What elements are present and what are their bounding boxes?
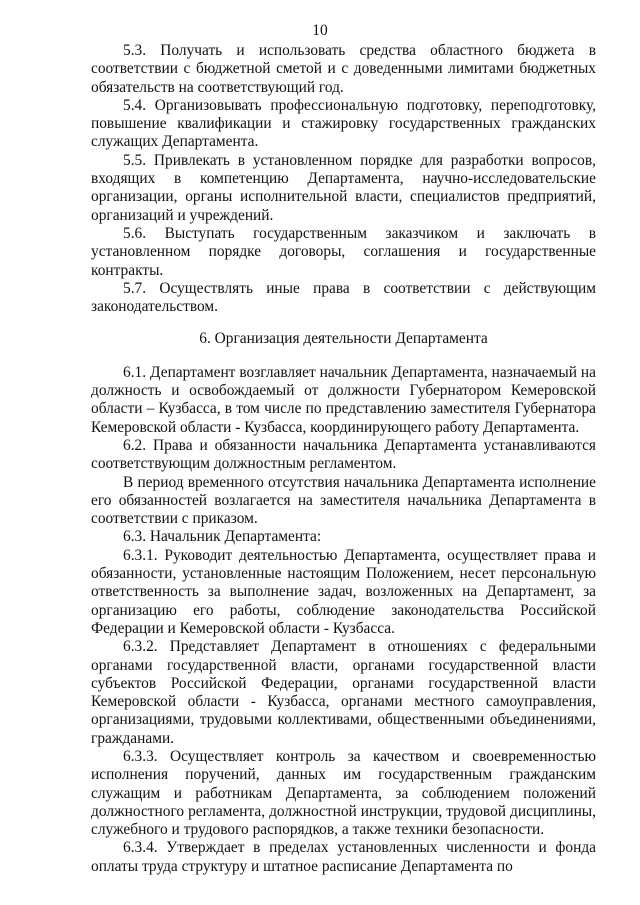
paragraph-6-3: 6.3. Начальник Департамента:	[123, 528, 322, 546]
paragraph-5-7: 5.7. Осуществлять иные права в соответствии с действующим законодательством.	[91, 279, 596, 316]
paragraph-6-3-3: 6.3.3. Осуществляет контроль за качеством и своевременностью исполнения поручений, данных им государственным гражданским служащим и работникам Департамента, за соблюдением положений должностного регламента, должностной инструкции, трудовой дисциплины, служебного и трудового распорядков, а также техники безопасности.	[91, 747, 596, 839]
paragraph-6-3-2: 6.3.2. Представляет Департамент в отношениях с федеральными органами государственной власти, органами государственной власти субъектов Российской Федерации, органами государственной власти Кемеровской области - Кузбасса, органами местного самоуправления, организациями, трудовыми коллективами, общественными объединениями, гражданами.	[91, 638, 596, 747]
paragraph-5-4: 5.4. Организовывать профессиональную подготовку, переподготовку, повышение квалификации и стажировку государственных гражданских служащих Департамента.	[91, 96, 596, 151]
paragraph-6-1: 6.1. Департамент возглавляет начальник Департамента, назначаемый на должность и освобождаемый от должности Губернатором Кемеровской области – Кузбасса, в том числе по представлению заместителя Губернатора Кемеровской области - Кузбасса, координирующего работу Департамента.	[91, 363, 596, 436]
paragraph-5-3: 5.3. Получать и использовать средства областного бюджета в соответствии с бюджетной сметой и с доведенными лимитами бюджетных обязательств на соответствующий год.	[91, 42, 596, 96]
paragraph-temporary-absence: В период временного отсутствия начальника Департамента исполнение его обязанностей возлагается на заместителя начальника Департамента в соответствии с приказом.	[91, 473, 596, 528]
paragraph-5-5: 5.5. Привлекать в установленном порядке для разработки вопросов, входящих в компетенцию Департамента, научно-исследовательские организации, органы исполнительной власти, специалистов предприятий, организаций и учреждений.	[91, 151, 596, 224]
paragraph-6-3-1: 6.3.1. Руководит деятельностью Департамента, осуществляет права и обязанности, установленные настоящим Положением, несет персональную ответственность за выполнение задач, возложенных на Департамент, за организацию его работы, соблюдение законодательства Российской Федерации и Кемеровской области - Кузбасса.	[91, 546, 596, 637]
paragraph-5-6: 5.6. Выступать государственным заказчиком и заключать в установленном порядке договоры, соглашения и государственные контракты.	[91, 224, 596, 279]
document-body	[91, 42, 596, 876]
page-number: 10	[312, 22, 328, 39]
paragraph-6-2: 6.2. Права и обязанности начальника Департамента устанавливаются соответствующим должностным регламентом.	[91, 436, 596, 473]
section-heading: 6. Организация деятельности Департамента	[199, 330, 488, 348]
paragraph-6-3-4: 6.3.4. Утверждает в пределах установленных численности и фонда оплаты труда структуру и штатное расписание Департамента по	[91, 839, 596, 875]
